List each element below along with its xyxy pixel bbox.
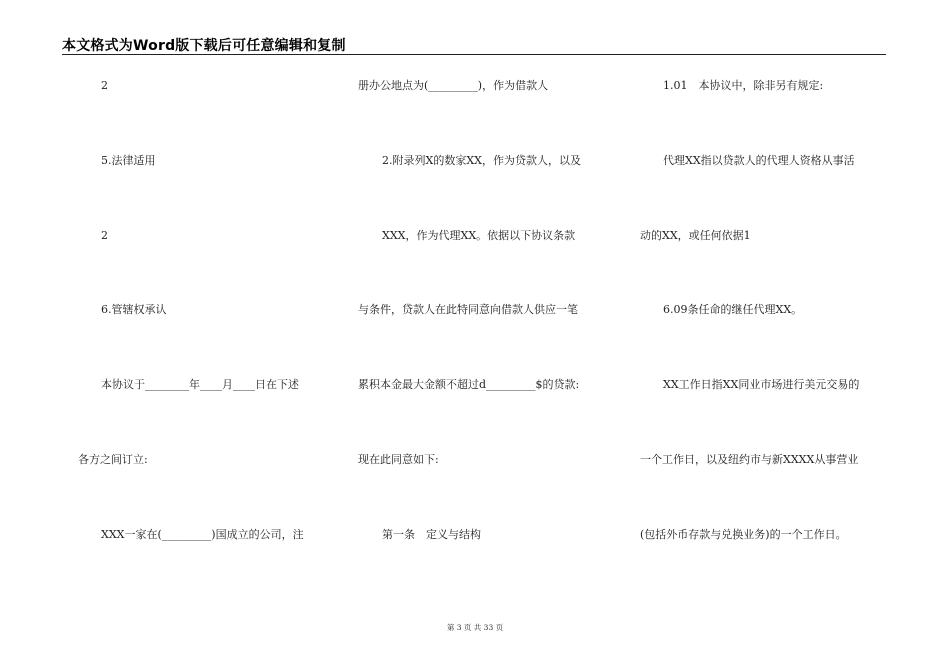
text-line: 累积本金最大金额不超过d_________$的贷款: <box>358 378 580 391</box>
text-line: 1.01 本协议中，除非另有规定: <box>663 79 824 92</box>
text-line: 册办公地点为(_________)，作为借款人 <box>358 79 549 92</box>
text-line: 与条件，贷款人在此特同意向借款人供应一笔 <box>358 303 578 316</box>
page-number: 第 3 页 共 33 页 <box>446 623 504 632</box>
text-line: 动的XX，或任何依据1 <box>640 229 751 242</box>
text-line: XX工作日指XX同业市场进行美元交易的 <box>663 378 860 391</box>
text-line: 2 <box>101 229 108 242</box>
text-line: XXX，作为代理XX。依据以下协议条款 <box>382 229 576 242</box>
text-line: 6.管辖权承认 <box>101 303 167 316</box>
text-line: 5.法律适用 <box>101 154 156 167</box>
text-line: 6.09条任命的继任代理XX。 <box>663 303 803 316</box>
text-line: 现在此同意如下: <box>358 453 439 466</box>
text-line: 2 <box>101 79 108 92</box>
page-header <box>62 34 886 55</box>
section-heading: 第一条 定义与结构 <box>382 528 481 541</box>
text-line: (包括外币存款与兑换业务)的一个工作日。 <box>640 528 847 541</box>
text-line: 代理XX指以贷款人的代理人资格从事活 <box>663 154 855 167</box>
text-line: 各方之间订立: <box>78 453 148 466</box>
text-line: 本协议于________年____月____日在下述 <box>101 378 299 391</box>
text-line: XXX一家在(_________)国成立的公司，注 <box>101 528 304 541</box>
header-title: 本文格式为Word版下载后可任意编辑和复制 <box>62 38 346 54</box>
text-line: 一个工作日，以及纽约市与新XXXX从事营业 <box>640 453 859 466</box>
text-line: 2.附录列X的数家XX，作为贷款人，以及 <box>382 154 581 167</box>
